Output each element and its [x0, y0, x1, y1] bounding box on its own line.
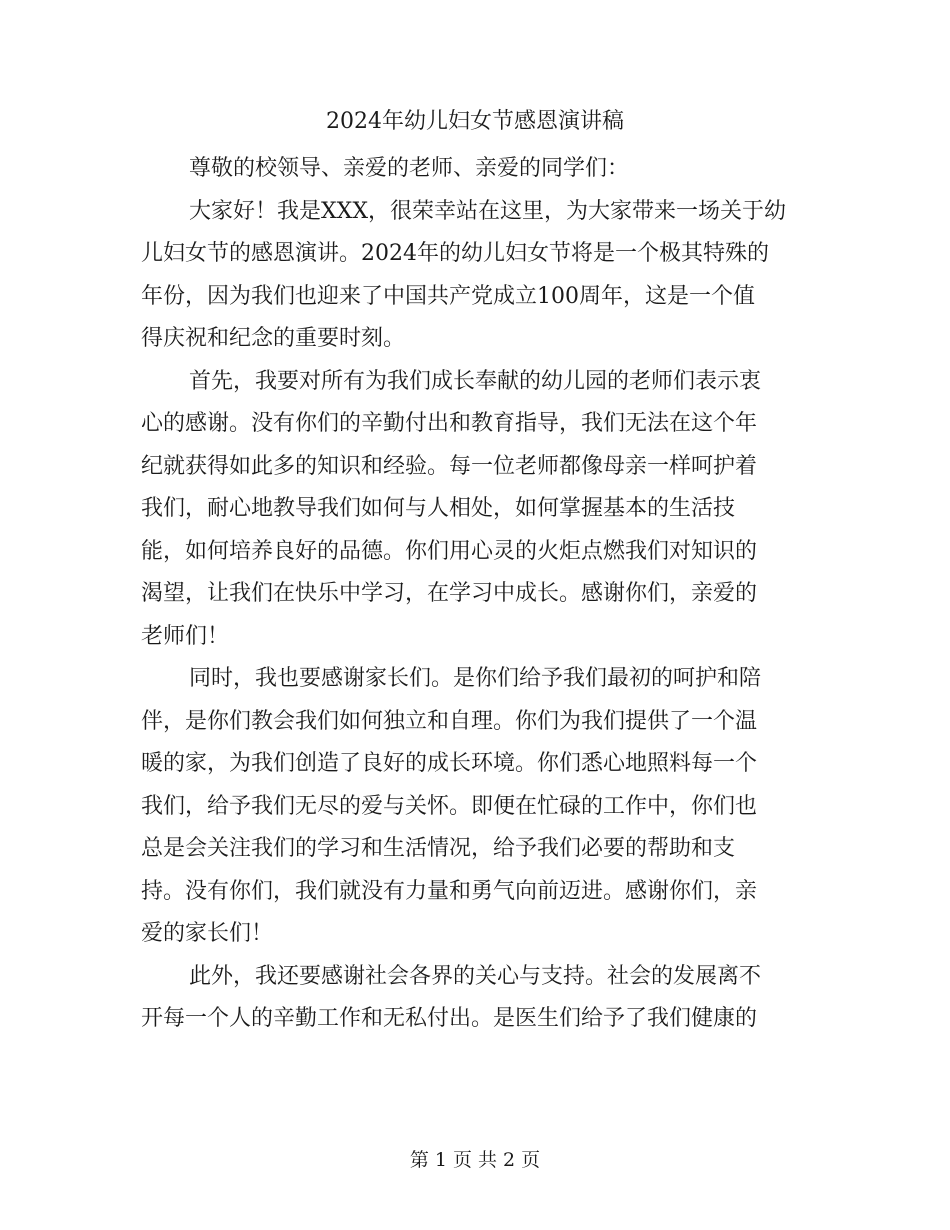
- text-line: 持。没有你们，我们就没有力量和勇气向前迈进。感谢你们，亲: [141, 878, 758, 904]
- document-body: [141, 148, 815, 1041]
- text-line: 大家好！我是XXX，很荣幸站在这里，为大家带来一场关于幼: [189, 198, 786, 224]
- text-line: 心的感谢。没有你们的辛勤付出和教育指导，我们无法在这个年: [141, 411, 758, 436]
- text-line: 纪就获得如此多的知识和经验。每一位老师都像母亲一样呵护着: [141, 453, 758, 479]
- text-line: 得庆祝和纪念的重要时刻。: [141, 326, 406, 351]
- text-line: 此外，我还要感谢社会各界的关心与支持。社会的发展离不: [189, 963, 762, 989]
- text-line: 年份，因为我们也迎来了中国共产党成立100周年，这是一个值: [141, 283, 755, 309]
- document-title: 2024年幼儿妇女节感恩演讲稿: [326, 109, 624, 134]
- text-line: 老师们！: [141, 623, 230, 649]
- text-line: 儿妇女节的感恩演讲。2024年的幼儿妇女节将是一个极其特殊的: [141, 241, 769, 266]
- text-line: 我们，给予我们无尽的爱与关怀。即便在忙碌的工作中，你们也: [141, 793, 758, 819]
- text-line: 尊敬的校领导、亲爱的老师、亲爱的同学们：: [189, 156, 630, 181]
- text-line: 爱的家长们！: [141, 921, 274, 946]
- page-footer: 第 1 页 共 2 页: [409, 1149, 541, 1171]
- text-line: 伴，是你们教会我们如何独立和自理。你们为我们提供了一个温: [141, 708, 758, 734]
- text-line: 我们，耐心地教导我们如何与人相处，如何掌握基本的生活技: [141, 496, 736, 521]
- text-line: 渴望，让我们在快乐中学习，在学习中成长。感谢你们，亲爱的: [141, 581, 758, 606]
- text-line: 能，如何培养良好的品德。你们用心灵的火炬点燃我们对知识的: [141, 538, 758, 564]
- text-line: 总是会关注我们的学习和生活情况，给予我们必要的帮助和支: [141, 836, 736, 861]
- text-line: 开每一个人的辛勤工作和无私付出。是医生们给予了我们健康的: [141, 1006, 758, 1031]
- text-line: 首先，我要对所有为我们成长奉献的幼儿园的老师们表示衷: [189, 368, 762, 394]
- text-line: 同时，我也要感谢家长们。是你们给予我们最初的呵护和陪: [189, 666, 762, 691]
- text-line: 暖的家，为我们创造了良好的成长环境。你们悉心地照料每一个: [141, 751, 758, 776]
